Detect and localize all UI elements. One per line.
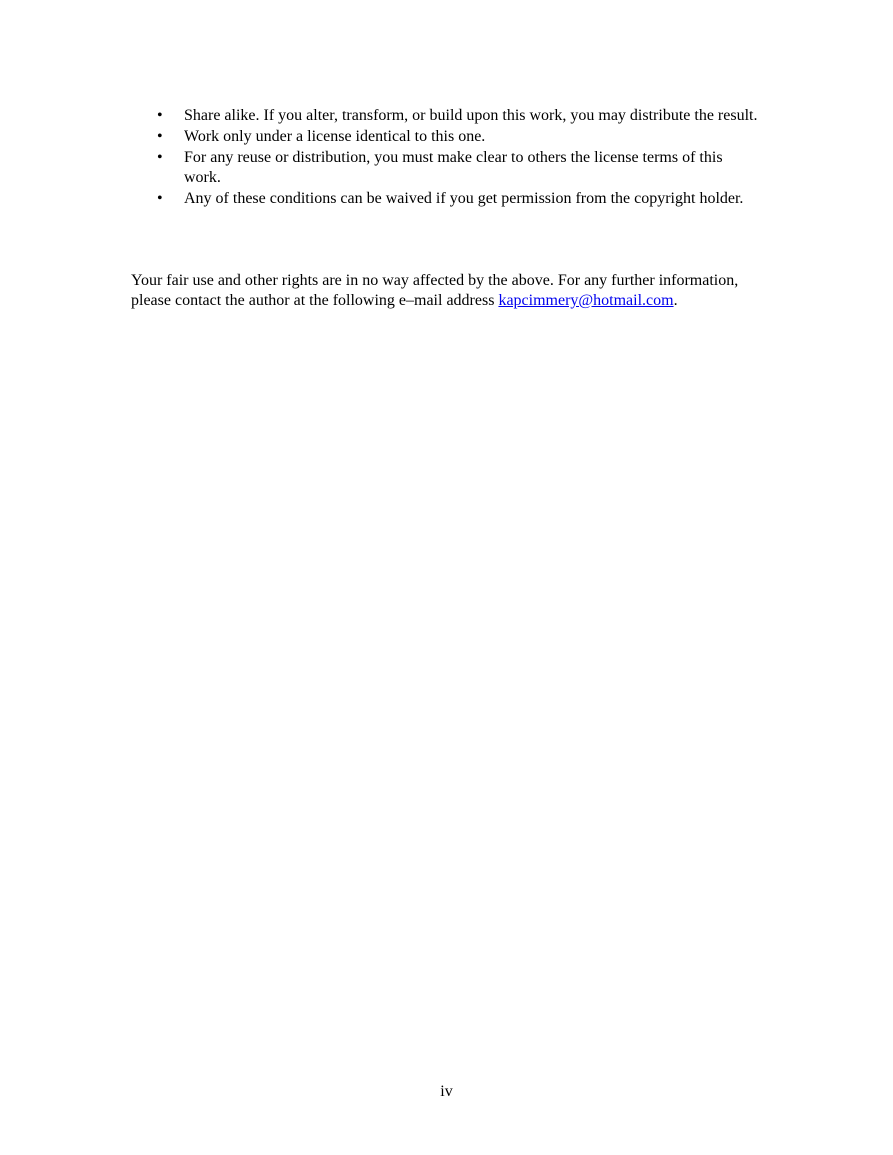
list-item xyxy=(131,189,761,209)
list-item-text: Any of these conditions can be waived if you get permission from the copyright holder. xyxy=(184,190,744,207)
list-item-text: Work only under a license identical to this one. xyxy=(184,128,486,145)
list-item xyxy=(131,106,761,126)
list-item xyxy=(131,127,761,147)
list-item-text: Share alike. If you alter, transform, or build upon this work, you may distribute the result. xyxy=(184,107,758,124)
bullet-icon: • xyxy=(157,107,163,124)
list-item xyxy=(131,148,761,188)
contact-paragraph-end: . xyxy=(673,292,678,309)
contact-paragraph xyxy=(131,271,751,311)
bullet-icon: • xyxy=(157,190,163,207)
author-email-link[interactable]: kapcimmery@hotmail.com xyxy=(498,292,674,309)
list-item-text: For any reuse or distribution, you must make clear to others the license terms of this work. xyxy=(184,149,723,186)
bullet-icon: • xyxy=(157,128,163,145)
bullet-icon: • xyxy=(157,149,163,166)
license-conditions-list xyxy=(131,106,761,210)
page-number: iv xyxy=(440,1083,453,1100)
contact-paragraph-text: Your fair use and other rights are in no way affected by the above. For any further information, please contact the author at the following e–mail address xyxy=(131,272,739,309)
